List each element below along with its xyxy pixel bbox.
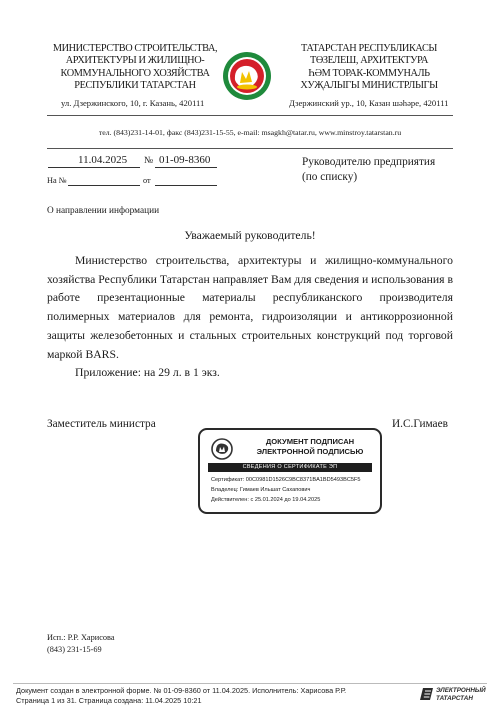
signatory-position: Заместитель министра [47,418,156,430]
signatory-name: И.С.Гимаев [392,418,448,430]
certificate-details [211,476,361,505]
footer-divider [13,683,487,684]
address-russian: ул. Дзержинского, 10, г. Казань, 420111 [61,98,205,108]
reference-label: На № [47,176,67,185]
certificate-serial: Сертификат: 00C0981D1526C9BC8371BA1BD5493BC5F5 [211,477,361,483]
subject-line: О направлении информации [47,206,160,216]
executor-name: Исп.: Р.Р. Харисова [47,633,115,642]
reference-underline [68,185,140,186]
logo-mark-icon [420,688,433,700]
tatarstan-emblem [222,50,272,102]
reference-date-underline [155,185,217,186]
salutation: Уважаемый руководитель! [184,229,316,242]
footer-document-info [16,686,346,706]
certificate-validity: Действителен: с 25.01.2024 до 19.04.2025 [211,496,321,503]
certificate-owner: Владелец: Гимаев Ильшат Сахапович [211,486,311,493]
footer-line-1: Документ создан в электронной форме. № 01-09-8360 от 11.04.2025. Исполнитель: Харисова Р.Р. [16,686,347,695]
letter-body [47,252,453,383]
addressee: Руководителю предприятия (по списку) [302,156,436,183]
stamp-banner: СВЕДЕНИЯ О СЕРТИФИКАТЕ ЭП [208,463,372,472]
emblem-icon [222,50,272,102]
attachment-note: Приложение: на 29 л. в 1 экз. [75,366,220,380]
stamp-title: ДОКУМЕНТ ПОДПИСАН ЭЛЕКТРОННОЙ ПОДПИСЬЮ [256,437,364,456]
footer-line-2: Страница 1 из 31. Страница создана: 11.04.2025 10:21 [16,695,202,705]
ministry-name-tatar: ТАТАРСТАН РЕСПУБЛИКАСЫ ТӨЗЕЛЕШ, АРХИТЕКТУРА ҺӘМ ТОРАК-КОММУНАЛЬ ХУҖАЛЫГЫ МИНИСТРЛЫГЫ [300,43,438,92]
contact-info: тел. (843)231-14-01, факс (843)231-15-55, e-mail: msagkh@tatar.ru, www.minstroy.tatarstan.ru [98,128,402,137]
header-divider-bottom [47,148,453,149]
header-divider-top [47,115,453,116]
document-date: 11.04.2025 [78,154,128,166]
number-label: № [144,156,154,166]
ministry-name-russian: МИНИСТЕРСТВО СТРОИТЕЛЬСТВА, АРХИТЕКТУРЫ И ЖИЛИЩНО- КОММУНАЛЬНОГО ХОЗЯЙСТВА РЕСПУБЛИКИ ТАТАРСТАН [52,43,218,92]
executor-phone: (843) 231-15-69 [47,644,102,654]
date-underline [48,167,140,168]
electronic-signature-stamp [198,428,382,514]
executor-info [47,632,115,656]
reference-from-label: от [143,176,151,185]
stamp-emblem-icon [211,438,233,460]
body-paragraph: Министерство строительства, архитектуры и жилищно-коммунального хозяйства Республики Татарстан направляет Вам для сведения и использования в работе презентационные материалы республиканского производителя полимерных материалов для ремонта, гидроизоляции и антикоррозионной защиты железобетонных и стальных строительных конструкций под торговой маркой BARS. [47,254,453,361]
number-underline [155,167,217,168]
electronic-tatarstan-logo: ЭЛЕКТРОННЫЙ ТАТАРСТАН [420,686,488,706]
document-number: 01-09-8360 [159,154,211,166]
address-tatar: Дзержинский ур., 10, Казан шәһәре, 420111 [289,98,449,108]
